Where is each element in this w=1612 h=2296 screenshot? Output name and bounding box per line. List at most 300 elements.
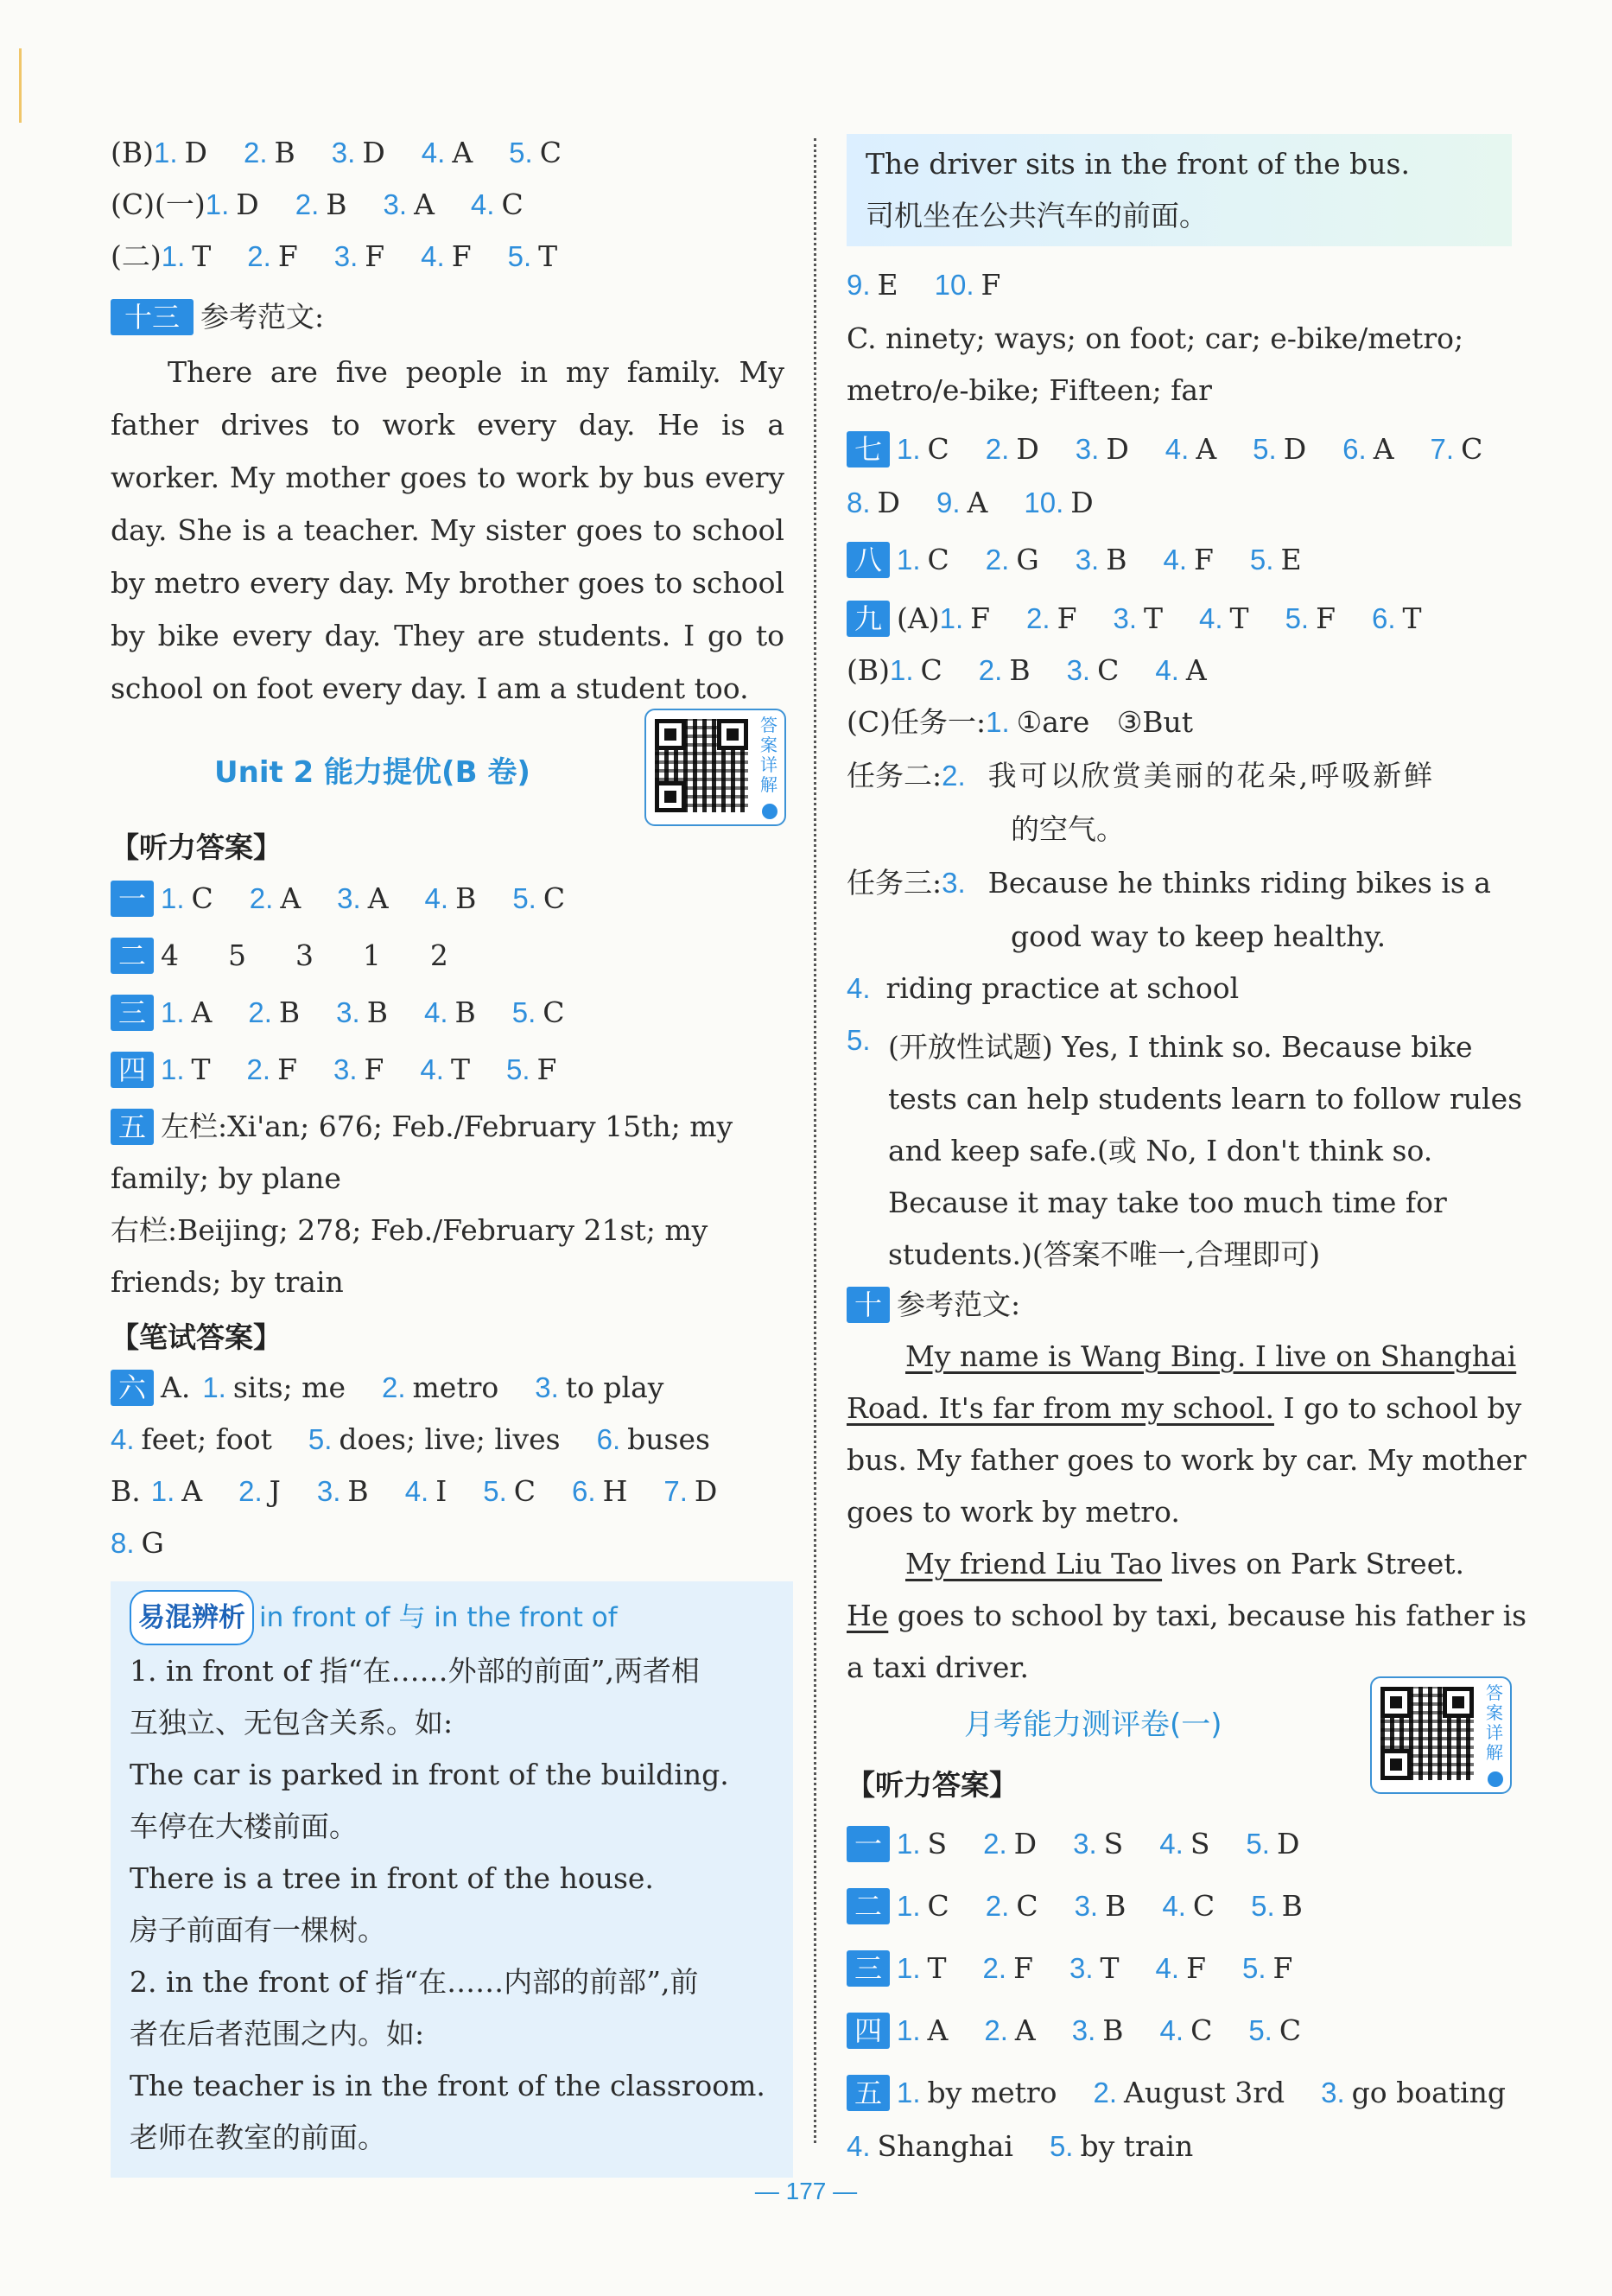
answer-list xyxy=(161,995,601,1029)
answer-value: D xyxy=(184,136,207,169)
answer-value: F xyxy=(536,1053,557,1086)
question-number: 3. xyxy=(1074,1890,1099,1922)
question-number: 3. xyxy=(1075,544,1100,576)
answer-value: F xyxy=(981,268,1001,302)
answer-text: 我可以欣赏美丽的花朵,呼吸新鲜 xyxy=(987,759,1436,792)
question-number: 1. xyxy=(897,1890,921,1922)
answer-value: D xyxy=(362,136,385,169)
answer-value: C xyxy=(1097,653,1120,687)
question-number: 10. xyxy=(934,269,974,301)
play-icon xyxy=(762,804,777,819)
answer-value: F xyxy=(1013,1951,1033,1985)
answer-value: A xyxy=(1196,432,1217,466)
question-4-row xyxy=(847,970,1239,1008)
answer-value: C xyxy=(927,543,949,576)
answer-value: B xyxy=(366,995,388,1029)
answer-value: Shanghai xyxy=(877,2129,1013,2163)
part-label: B. xyxy=(111,1474,141,1508)
question-number: 3. xyxy=(333,240,359,272)
question-number: 1. xyxy=(897,1952,921,1984)
question-number: 4. xyxy=(421,240,445,272)
question-number: 6. xyxy=(572,1475,596,1507)
answer-value: C xyxy=(501,188,524,221)
part-label: (C)(一) xyxy=(111,188,206,221)
question-number: 5. xyxy=(509,137,533,169)
monthly-1-row xyxy=(847,1825,1336,1863)
answer-value: metro xyxy=(412,1371,499,1404)
answer-text: 右栏:Beijing; 278; Feb./February 21st; my xyxy=(111,1213,708,1247)
answer-value: F xyxy=(1194,543,1214,576)
question-number: 5. xyxy=(1251,1890,1275,1922)
answer-value: D xyxy=(1106,432,1129,466)
answer-value: feet; foot xyxy=(141,1422,272,1456)
confusion-box xyxy=(111,1581,793,2178)
task-1-row xyxy=(847,703,1193,741)
answer-value: G xyxy=(1016,543,1039,576)
question-number: 4. xyxy=(424,882,449,914)
question-number: 6. xyxy=(596,1423,621,1455)
answer-value: E xyxy=(877,268,898,302)
underlined-text: My name is Wang Bing. I live on Shanghai xyxy=(905,1339,1517,1373)
section-tag: 一 xyxy=(111,881,154,917)
answer-value: C xyxy=(920,653,942,687)
question-5-answer xyxy=(888,1021,1523,1281)
answer-value: sits; me xyxy=(232,1371,346,1404)
section-5-row xyxy=(111,1108,733,1146)
answer-value: T xyxy=(1144,601,1164,635)
section-label: 参考范文: xyxy=(897,1288,1021,1321)
answer-value: A xyxy=(967,486,988,519)
question-number: 1. xyxy=(154,137,178,169)
answer-value: F xyxy=(365,239,385,273)
confusion-header xyxy=(130,1590,793,1645)
text-line: 2. in the front of 指“在……内部的前部”,前 xyxy=(130,1965,699,1999)
answer-list xyxy=(161,1053,593,1086)
answer-value: C xyxy=(1016,1889,1038,1923)
question-number: 3. xyxy=(1066,654,1091,686)
answer-list xyxy=(151,1474,754,1508)
question-number: 1. xyxy=(161,240,186,272)
question-number: 1. xyxy=(897,433,921,465)
answer-row-c1 xyxy=(111,186,560,224)
section-tag: 四 xyxy=(847,2013,890,2049)
answer-text: 左栏:Xi'an; 676; Feb./February 15th; my xyxy=(161,1110,733,1143)
answer-value: A xyxy=(452,136,473,169)
essay-line: a taxi driver. xyxy=(847,1650,1030,1684)
answer-value: does; live; lives xyxy=(339,1422,561,1456)
section-13-header xyxy=(111,298,324,336)
answer-value: I xyxy=(435,1474,447,1508)
question-number: 1. xyxy=(897,2014,921,2046)
question-number: 4. xyxy=(847,972,871,1004)
question-number: 2. xyxy=(985,544,1010,576)
answer-value: C xyxy=(543,881,566,915)
question-5-row xyxy=(847,1021,878,1059)
text-line: (开放性试题) Yes, I think so. Because bike xyxy=(888,1030,1473,1064)
answer-value: C xyxy=(1190,2013,1213,2047)
answer-value: A xyxy=(414,188,435,221)
essay-text: lives on Park Street. xyxy=(1162,1547,1464,1580)
question-number: 3. xyxy=(316,1475,341,1507)
answer-value: D xyxy=(1070,486,1094,519)
page-number: — 177 — xyxy=(754,2178,858,2204)
answer-text: ①are ③But xyxy=(1016,705,1194,739)
section-9-row-a xyxy=(847,600,1458,638)
question-number: 3. xyxy=(337,882,361,914)
edge-mark xyxy=(19,48,22,123)
question-number: 3. xyxy=(942,867,966,899)
answer-text: riding practice at school xyxy=(885,971,1240,1005)
answer-value: D xyxy=(1276,1827,1300,1860)
question-number: 3. xyxy=(383,188,408,220)
answer-list xyxy=(897,1827,1336,1860)
essay-line xyxy=(905,1338,1516,1376)
question-number: 2. xyxy=(983,1828,1007,1860)
part-label: (B) xyxy=(847,653,890,687)
answer-list xyxy=(897,543,1338,576)
text-line: 房子前面有一棵树。 xyxy=(130,1913,386,1947)
answer-value: go boating xyxy=(1351,2076,1506,2109)
answer-value: A xyxy=(927,2013,949,2047)
confusion-lines xyxy=(130,1645,793,2164)
answer-text: Because he thinks riding bikes is a xyxy=(987,866,1491,900)
question-number: 4. xyxy=(470,188,495,220)
monthly-5-row-2 xyxy=(847,2127,1229,2166)
qr-code-2[interactable] xyxy=(1370,1676,1512,1794)
part-label: (A) xyxy=(897,601,940,635)
section-6-row-a xyxy=(111,1369,700,1407)
section-6-row-b2 xyxy=(111,1524,200,1562)
section-9-row-b xyxy=(847,652,1243,690)
section-tag: 六 xyxy=(111,1370,154,1406)
question-number: 2. xyxy=(984,2014,1008,2046)
question-number: 3. xyxy=(1069,1952,1094,1984)
answer-value: C xyxy=(927,1889,949,1923)
text-line: The teacher is in the front of the classroom. xyxy=(130,2069,765,2102)
section-3-row xyxy=(111,994,601,1032)
question-number: 5. xyxy=(512,882,536,914)
answer-value: T xyxy=(191,1053,211,1086)
question-number: 4. xyxy=(423,996,448,1028)
text-line: The car is parked in front of the building. xyxy=(130,1758,729,1791)
answer-row-b xyxy=(111,134,598,172)
text-line: 司机坐在公共汽车的前面。 xyxy=(866,199,1208,232)
text-line: tests can help students learn to follow rules xyxy=(888,1082,1523,1116)
answer-value: F xyxy=(277,1053,297,1086)
text-line: and keep safe.(或 No, I don't think so. xyxy=(888,1134,1433,1167)
question-number: 5. xyxy=(1285,602,1310,634)
answer-value: B xyxy=(326,188,347,221)
text-line: 车停在大楼前面。 xyxy=(130,1809,358,1843)
question-number: 8. xyxy=(847,487,871,518)
answer-value: D xyxy=(1013,1827,1038,1860)
question-number: 4. xyxy=(847,2130,871,2162)
question-number: 1. xyxy=(161,996,185,1028)
question-number: 5. xyxy=(507,240,532,272)
text-line: 1. in front of 指“在……外部的前面”,两者相 xyxy=(130,1654,700,1688)
essay-line: bus. My father goes to work by car. My mother xyxy=(847,1443,1526,1477)
section-10-header xyxy=(847,1286,1020,1324)
qr-finder xyxy=(1380,1687,1412,1718)
question-number: 8. xyxy=(111,1527,135,1559)
answer-list xyxy=(940,601,1458,635)
answer-value: D xyxy=(1016,432,1039,466)
answer-value: C xyxy=(1192,1889,1215,1923)
section-tag: 二 xyxy=(847,1888,890,1924)
text-line: 者在后者范围之内。如: xyxy=(130,2017,425,2051)
answer-value: B xyxy=(455,881,477,915)
text-line: 老师在教室的前面。 xyxy=(130,2121,386,2154)
section-7-row xyxy=(847,430,1519,468)
answer-list xyxy=(202,1371,700,1404)
qr-finder xyxy=(1380,1749,1412,1780)
answer-row-c2 xyxy=(111,238,593,276)
question-number: 10. xyxy=(1024,487,1064,518)
question-number: 5. xyxy=(1049,2130,1074,2162)
answer-value: T xyxy=(927,1951,947,1985)
monthly-2-row xyxy=(847,1887,1339,1925)
qr-label: 答案详解 xyxy=(760,715,777,795)
answer-value: D xyxy=(694,1474,718,1508)
answer-value: A xyxy=(181,1474,203,1508)
question-number: 9. xyxy=(936,487,961,518)
question-number: 4. xyxy=(1199,602,1223,634)
question-number: 3. xyxy=(1075,433,1100,465)
answer-value: A xyxy=(1185,653,1207,687)
section-tag: 五 xyxy=(847,2075,890,2111)
answer-value: B xyxy=(1106,543,1127,576)
question-number: 1. xyxy=(205,188,230,220)
section-4-row xyxy=(111,1051,593,1089)
question-number: 2. xyxy=(978,654,1003,686)
answer-value: by metro xyxy=(927,2076,1057,2109)
question-number: 3. xyxy=(1321,2077,1345,2108)
answer-value: B xyxy=(347,1474,369,1508)
question-number: 3. xyxy=(336,996,360,1028)
underlined-text: Road. It's far from my school. xyxy=(847,1391,1274,1425)
question-number: 4. xyxy=(1163,544,1188,576)
answer-value: S xyxy=(1190,1827,1210,1860)
qr-code-1[interactable] xyxy=(644,709,786,826)
answer-value: D xyxy=(236,188,259,221)
answer-value: B xyxy=(274,136,295,169)
listening-heading: 【听力答案】 xyxy=(847,1768,1018,1802)
answer-value: B xyxy=(1102,2013,1124,2047)
question-number: 2. xyxy=(381,1371,406,1403)
question-number: 5. xyxy=(1253,433,1277,465)
task-2-row xyxy=(847,757,1435,795)
section-tag: 四 xyxy=(111,1052,154,1088)
question-number: 5. xyxy=(511,996,536,1028)
question-number: 4. xyxy=(1159,2014,1184,2046)
answer-value: A xyxy=(1014,2013,1036,2047)
question-number: 1. xyxy=(161,1053,185,1085)
text-line: There is a tree in front of the house. xyxy=(130,1861,654,1895)
answer-value: buses xyxy=(627,1422,710,1456)
question-number: 2. xyxy=(248,996,272,1028)
column-divider xyxy=(814,138,816,2143)
answer-value: F xyxy=(1186,1951,1206,1985)
question-number: 3. xyxy=(1071,2014,1096,2046)
question-number: 1. xyxy=(161,882,185,914)
model-essay-1: There are five people in my family. My father drives to work every day. He is a worker. My mother goes to work by bus every day. She is a teacher. My sister goes to school by metro every day. My brother goes to school by bike every day. They are students. I go to school on foot every day. I am a student too. xyxy=(111,355,784,705)
answer-list xyxy=(897,1889,1339,1923)
qr-finder xyxy=(717,719,748,750)
answer-list xyxy=(897,1951,1329,1985)
question-number: 2. xyxy=(985,1890,1010,1922)
monthly-test-title: 月考能力测评卷(一) xyxy=(964,1708,1222,1742)
underlined-text: He xyxy=(847,1599,889,1632)
question-number: 1. xyxy=(150,1475,175,1507)
answer-value: C xyxy=(543,995,565,1029)
question-number: 4. xyxy=(1155,654,1179,686)
question-number: 5. xyxy=(308,1423,333,1455)
answer-value: B xyxy=(454,995,476,1029)
unit-title: Unit 2 能力提优(B 卷) xyxy=(214,755,530,790)
answer-value: A xyxy=(367,881,389,915)
qr-finder xyxy=(655,719,686,750)
essay-text: goes to school by taxi, because his father is xyxy=(888,1599,1527,1632)
section-tag: 三 xyxy=(847,1950,890,1987)
example-lines xyxy=(866,138,1512,242)
question-number: 3. xyxy=(535,1371,559,1403)
question-number: 5. xyxy=(483,1475,507,1507)
monthly-4-row xyxy=(847,2012,1337,2050)
answer-value: B xyxy=(1009,653,1031,687)
question-number: 1. xyxy=(897,2077,921,2108)
question-number: 1. xyxy=(986,706,1010,738)
answer-text: friends; by train xyxy=(111,1265,344,1299)
answer-text: good way to keep healthy. xyxy=(1011,919,1387,953)
question-number: 3. xyxy=(1113,602,1137,634)
answer-list xyxy=(897,2013,1337,2047)
task-label: (C)任务一: xyxy=(847,705,987,739)
question-number: 3. xyxy=(331,137,356,169)
section-tag: 九 xyxy=(847,601,890,637)
question-number: 4. xyxy=(1162,1890,1186,1922)
task-label: 任务三: xyxy=(847,866,942,900)
answer-value: August 3rd xyxy=(1124,2076,1285,2109)
question-number: 1. xyxy=(890,654,914,686)
task-3-row xyxy=(847,864,1491,902)
question-number: 5. xyxy=(1246,1828,1270,1860)
section-label: 参考范文: xyxy=(200,300,325,334)
answer-value: by train xyxy=(1080,2129,1194,2163)
qr-label: 答案详解 xyxy=(1486,1682,1503,1763)
answer-value: F xyxy=(970,601,991,635)
section-6-row-b xyxy=(111,1472,753,1511)
play-icon xyxy=(1488,1771,1503,1787)
answer-value: F xyxy=(277,239,298,273)
essay-line xyxy=(847,1390,1521,1428)
question-number: 6. xyxy=(1372,602,1396,634)
qr-finder xyxy=(1443,1687,1474,1718)
question-number: 1. xyxy=(939,602,964,634)
essay-line: goes to work by metro. xyxy=(847,1495,1180,1529)
section-1-row xyxy=(111,880,601,918)
answer-text: C. ninety; ways; on foot; car; e-bike/metro; xyxy=(847,321,1464,355)
section-tag: 三 xyxy=(111,995,154,1031)
question-number: 4. xyxy=(1159,1828,1184,1860)
answer-value: A xyxy=(1373,432,1394,466)
question-number: 2. xyxy=(246,1053,271,1085)
answer-value: B xyxy=(1281,1889,1303,1923)
answer-text: 的空气。 xyxy=(1011,812,1125,846)
part-label: A. xyxy=(161,1371,191,1404)
listening-heading: 【听力答案】 xyxy=(111,830,282,864)
question-number: 2. xyxy=(295,188,320,220)
answer-value: A xyxy=(191,995,213,1029)
answer-value: to play xyxy=(565,1371,664,1404)
answer-row-9-10 xyxy=(847,266,1037,304)
question-number: 2. xyxy=(985,433,1010,465)
section-tag: 十三 xyxy=(111,299,194,335)
question-number: 3. xyxy=(333,1053,358,1085)
answer-value: F xyxy=(364,1053,384,1086)
task-label: 任务二: xyxy=(847,759,942,792)
example-box xyxy=(847,134,1512,246)
question-number: 2. xyxy=(244,137,268,169)
part-label: (B) xyxy=(111,136,154,169)
answer-value: C xyxy=(513,1474,536,1508)
question-number: 2. xyxy=(249,882,274,914)
question-number: 1. xyxy=(202,1371,226,1403)
part-label: (二) xyxy=(111,239,162,273)
answer-value: S xyxy=(927,1827,948,1860)
question-number: 4. xyxy=(1165,433,1190,465)
answer-text: metro/e-bike; Fifteen; far xyxy=(847,373,1212,407)
question-number: 7. xyxy=(663,1475,688,1507)
answer-list xyxy=(897,432,1519,466)
answer-value: C xyxy=(191,881,213,915)
answer-value: J xyxy=(269,1474,281,1508)
answer-value: T xyxy=(1229,601,1249,635)
answer-value: G xyxy=(141,1526,164,1560)
written-heading: 【笔试答案】 xyxy=(111,1320,282,1354)
question-number: 5. xyxy=(505,1053,530,1085)
answer-value: A xyxy=(280,881,301,915)
confusion-tag: 易混辨析 xyxy=(130,1590,254,1645)
essay-line xyxy=(847,1597,1526,1635)
question-number: 4. xyxy=(421,137,446,169)
section-8-row xyxy=(847,541,1338,579)
section-7-row-2 xyxy=(847,484,1130,522)
answer-value: T xyxy=(1402,601,1422,635)
question-number: 5. xyxy=(847,1024,871,1056)
answer-value: B xyxy=(278,995,301,1029)
question-number: 5. xyxy=(1249,544,1274,576)
question-number: 7. xyxy=(1430,433,1455,465)
question-number: 2. xyxy=(247,240,271,272)
essay-text: I go to school by xyxy=(1273,1391,1522,1425)
question-number: 5. xyxy=(1248,2014,1272,2046)
answer-list xyxy=(890,653,1243,687)
section-tag: 五 xyxy=(111,1109,154,1145)
section-tag: 一 xyxy=(847,1826,890,1862)
answer-list xyxy=(161,881,601,915)
question-number: 2. xyxy=(942,760,966,792)
question-number: 5. xyxy=(1241,1952,1266,1984)
question-number: 2. xyxy=(1026,602,1050,634)
question-number: 6. xyxy=(1342,433,1367,465)
section-tag: 十 xyxy=(847,1287,890,1323)
text-line: The driver sits in the front of the bus. xyxy=(866,147,1410,181)
answer-value: C xyxy=(539,136,562,169)
question-number: 2. xyxy=(238,1475,263,1507)
answer-value: F xyxy=(1316,601,1336,635)
section-tag: 二 xyxy=(111,938,154,974)
answer-text: family; by plane xyxy=(111,1161,341,1195)
